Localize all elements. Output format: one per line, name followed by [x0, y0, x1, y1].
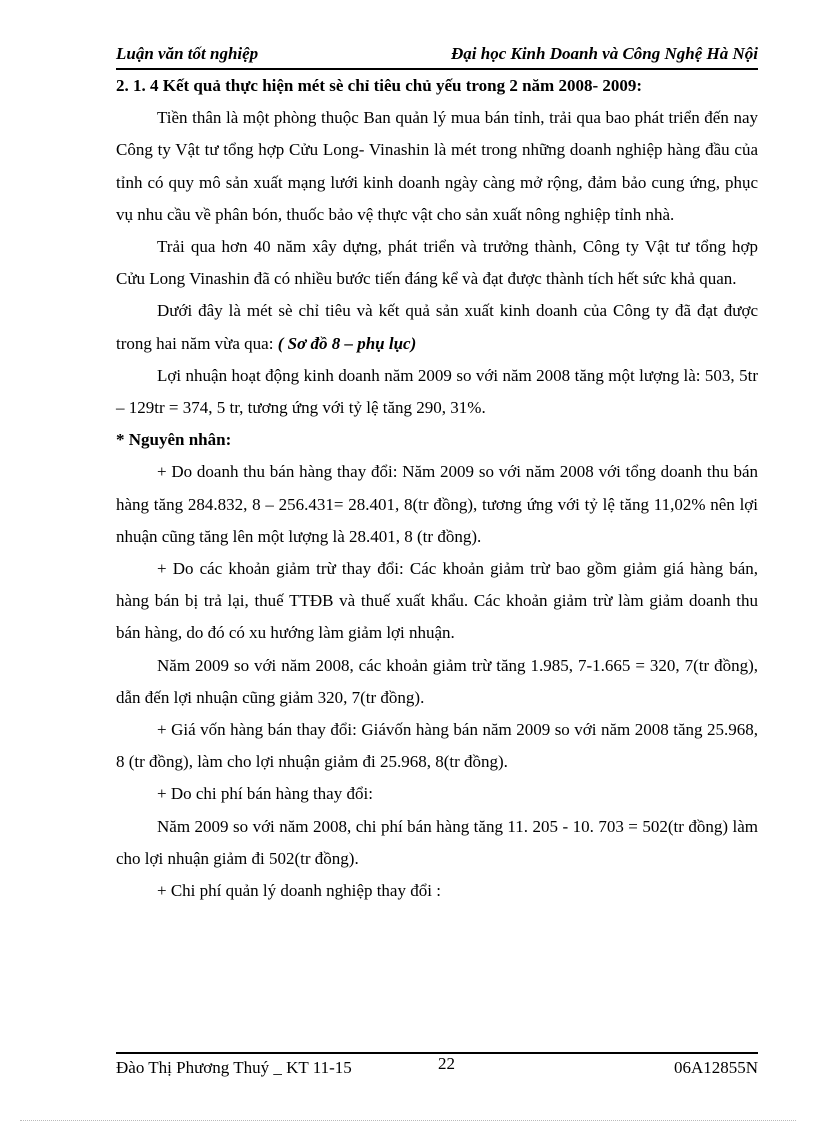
cause-heading: * Nguyên nhân: — [116, 430, 232, 450]
section-heading: 2. 1. 4 Kết quả thực hiện mét sè chỉ tiêu chủ yếu trong 2 năm 2008- 2009: — [116, 76, 643, 95]
page-header — [116, 44, 758, 70]
footer-author: Đào Thị Phương Thuý _ KT 11-15 — [116, 1058, 352, 1077]
paragraph-deductions-2009: Năm 2009 so với năm 2008, các khoản giảm trừ tăng 1.985, 7-1.665 = 320, 7(tr đồng), dẫn đến lợi nhuận cũng giảm 320, 7(tr đồng). — [116, 655, 758, 707]
paragraph-selling-cost: Năm 2009 so với năm 2008, chi phí bán hàng tăng 11. 205 - 10. 703 = 502(tr đồng) làm cho lợi nhuận giảm đi 502(tr đồng). — [116, 816, 758, 868]
header-university: Đại học Kinh Doanh và Công Nghệ Hà Nội — [451, 44, 758, 63]
header-thesis-label: Luận văn tốt nghiệp — [116, 44, 259, 63]
indicators-text: Dưới đây là mét sè chỉ tiêu và kết quả sản xuất kinh doanh của Công ty đã đạt được trong hai năm vừa qua: — [116, 301, 758, 353]
page-number: 22 — [438, 1054, 455, 1073]
paragraph-history: Tiền thân là một phòng thuộc Ban quản lý mua bán tỉnh, trải qua bao phát triển đến nay Công ty Vật tư tổng hợp Cửu Long- Vinashin là mét trong những doanh nghiệp hàng đầu của tỉnh có quy mô sản xuất mạng lưới kinh doanh ngày càng mở rộng, đảm bảo cung ứng, phục vụ nhu cầu về phân bón, thuốc bảo vệ thực vật cho sản xuất nông nghiệp tỉnh nhà. — [116, 108, 758, 224]
paragraph-revenue: + Do doanh thu bán hàng thay đổi: Năm 2009 so với năm 2008 với tổng doanh thu bán hàng tăng 284.832, 8 – 256.431= 28.401, 8(tr đồng), tương ứng với tỷ lệ tăng 11,02% nên lợi nhuận cũng tăng lên một lượng là 28.401, 8 (tr đồng). — [116, 462, 758, 546]
paragraph-indicators — [116, 295, 758, 359]
document-body — [116, 70, 758, 907]
page-edge-divider — [20, 1120, 796, 1121]
footer-student-code: 06A12855N — [673, 1058, 758, 1077]
appendix-reference: ( Sơ đồ 8 – phụ lục) — [277, 333, 417, 353]
page-footer — [116, 1052, 758, 1086]
paragraph-admin-cost: + Chi phí quản lý doanh nghiệp thay đổi : — [157, 881, 441, 901]
paragraph-cost-of-goods: + Giá vốn hàng bán thay đổi: Giávốn hàng bán năm 2009 so với năm 2008 tăng 25.968, 8 (tr đồng), làm cho lợi nhuận giảm đi 25.968, 8(tr đồng). — [116, 720, 758, 772]
paragraph-profit: Lợi nhuận hoạt động kinh doanh năm 2009 so với năm 2008 tăng một lượng là: 503, 5tr – 129tr = 374, 5 tr, tương ứng với tỷ lệ tăng 290, 31%. — [116, 365, 758, 418]
paragraph-development: Trải qua hơn 40 năm xây dựng, phát triển và trưởng thành, Công ty Vật tư tổng hợp Cửu Long Vinashin đã có nhiều bước tiến đáng kể và đạt được thành tích hết sức khả quan. — [116, 237, 758, 289]
paragraph-selling-cost-heading: + Do chi phí bán hàng thay đổi: — [157, 784, 373, 804]
paragraph-deductions: + Do các khoản giảm trừ thay đổi: Các khoản giảm trừ bao gồm giảm giá hàng bán, hàng bán bị trả lại, thuế TTĐB và thuế xuất khẩu. Các khoản giảm trừ làm giảm doanh thu bán hàng, do đó có xu hướng làm giảm lợi nhuận. — [116, 559, 758, 643]
